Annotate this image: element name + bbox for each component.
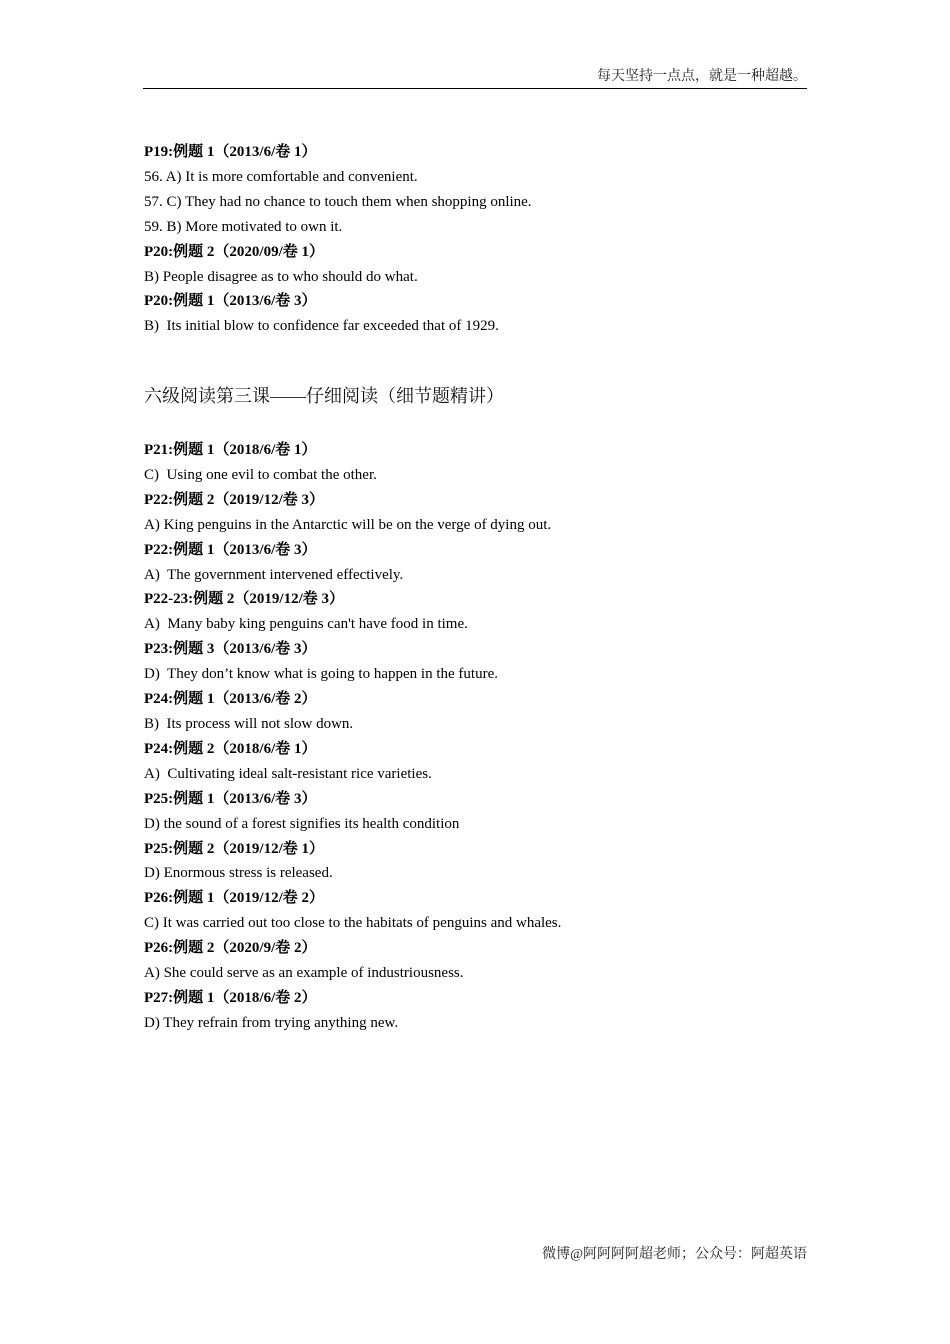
- question-reference: P20:例题 2（2020/09/卷 1）: [144, 243, 324, 260]
- answer-line: B) People disagree as to who should do what.: [144, 268, 418, 285]
- question-reference: P27:例题 1（2018/6/卷 2）: [144, 989, 317, 1006]
- header-divider: [143, 88, 807, 89]
- answer-line: C) Using one evil to combat the other.: [144, 466, 377, 483]
- answer-line: 59. B) More motivated to own it.: [144, 218, 343, 235]
- question-reference: P22:例题 1（2013/6/卷 3）: [144, 541, 317, 558]
- question-reference: P20:例题 1（2013/6/卷 3）: [144, 293, 317, 310]
- answer-line: B) Its initial blow to confidence far exceeded that of 1929.: [144, 318, 499, 335]
- answer-line: B) Its process will not slow down.: [144, 715, 354, 732]
- question-reference: P24:例题 2（2018/6/卷 1）: [144, 740, 317, 757]
- answer-list-section-1: [144, 140, 824, 339]
- answer-line: D) the sound of a forest signifies its health condition: [144, 815, 460, 832]
- answer-line: D) They don’t know what is going to happen in the future.: [144, 666, 498, 683]
- answer-list-section-2: [144, 438, 824, 1036]
- question-reference: P24:例题 1（2013/6/卷 2）: [144, 691, 317, 708]
- answer-line: D) Enormous stress is released.: [144, 865, 333, 882]
- question-reference: P19:例题 1（2013/6/卷 1）: [144, 144, 317, 160]
- answer-line: 56. A) It is more comfortable and convenient.: [144, 168, 418, 185]
- question-reference: P21:例题 1（2018/6/卷 1）: [144, 442, 317, 458]
- answer-line: C) It was carried out too close to the habitats of penguins and whales.: [144, 915, 562, 932]
- section-title: 六级阅读第三课——仔细阅读（细节题精讲）: [144, 386, 504, 406]
- answer-line: A) King penguins in the Antarctic will be on the verge of dying out.: [144, 516, 552, 533]
- answer-line: D) They refrain from trying anything new.: [144, 1014, 399, 1031]
- question-reference: P23:例题 3（2013/6/卷 3）: [144, 641, 317, 658]
- header-motto: 每天坚持一点点，就是一种超越。: [597, 69, 807, 84]
- answer-line: 57. C) They had no chance to touch them when shopping online.: [144, 193, 532, 210]
- answer-line: A) The government intervened effectively.: [144, 566, 404, 583]
- question-reference: P26:例题 1（2019/12/卷 2）: [144, 890, 324, 907]
- footer-credit: 微博@阿阿阿阿超老师；公众号：阿超英语: [542, 1247, 807, 1262]
- question-reference: P26:例题 2（2020/9/卷 2）: [144, 940, 317, 957]
- answer-line: A) Many baby king penguins can't have food in time.: [144, 616, 468, 633]
- answer-line: A) Cultivating ideal salt-resistant rice varieties.: [144, 765, 432, 782]
- question-reference: P25:例题 2（2019/12/卷 1）: [144, 840, 324, 857]
- question-reference: P22-23:例题 2（2019/12/卷 3）: [144, 591, 344, 608]
- question-reference: P25:例题 1（2013/6/卷 3）: [144, 790, 317, 807]
- question-reference: P22:例题 2（2019/12/卷 3）: [144, 491, 324, 508]
- answer-line: A) She could serve as an example of industriousness.: [144, 965, 464, 982]
